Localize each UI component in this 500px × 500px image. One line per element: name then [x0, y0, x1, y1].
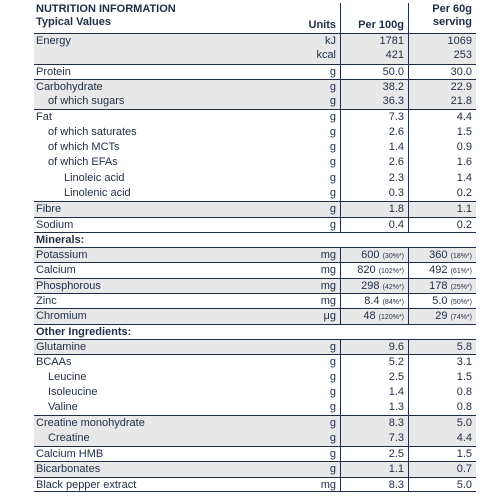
per100-value-percent: (42%*) — [382, 283, 404, 291]
per100-value: 38.2 — [382, 80, 404, 93]
unit-cell: g — [329, 125, 336, 138]
nutrient-label: Bicarbonates — [36, 463, 101, 476]
per100-value-cell — [340, 263, 408, 277]
per100-value: 2.6 — [388, 156, 404, 169]
serving-value-cell — [408, 416, 476, 430]
per100-value-cell — [340, 355, 408, 369]
header-per100-label: Per 100g — [358, 19, 404, 31]
serving-value-cell — [408, 462, 476, 476]
serving-value: 1.6 — [456, 156, 472, 169]
per100-value-cell — [340, 370, 408, 385]
table-row — [34, 339, 476, 354]
per100-value-cell — [340, 186, 408, 201]
serving-value-cell — [408, 125, 476, 140]
unit-cell: g — [329, 218, 336, 231]
nutrient-label: of which saturates — [48, 125, 137, 138]
per100-value: 8.4 — [364, 295, 380, 308]
per100-value: 36.3 — [382, 95, 404, 108]
per100-value-cell — [340, 140, 408, 155]
serving-value: 1.5 — [456, 370, 472, 383]
nutrient-label: BCAAs — [36, 356, 72, 369]
nutrient-label: Linolenic acid — [64, 186, 131, 199]
nutrient-label: Creatine monohydrate — [36, 417, 145, 430]
per100-value: 1.8 — [388, 203, 404, 216]
serving-value-percent: (74%*) — [450, 314, 472, 322]
table-row — [34, 217, 476, 232]
serving-value: 30.0 — [450, 65, 472, 78]
header-serving — [408, 3, 476, 33]
serving-value: 1.5 — [456, 448, 472, 461]
serving-value: 5.0 — [456, 478, 472, 491]
table-row — [34, 48, 476, 63]
table-row — [34, 431, 476, 446]
nutrient-label: Phosphorous — [36, 279, 101, 292]
table-row — [34, 461, 476, 476]
nutrient-label: Fat — [36, 111, 52, 124]
table-row — [34, 477, 476, 492]
per100-value: 50.0 — [382, 65, 404, 78]
unit-cell: g — [329, 141, 336, 154]
per100-value: 421 — [385, 49, 404, 62]
serving-value-cell — [408, 370, 476, 385]
nutrient-label: Glutamine — [36, 340, 87, 353]
header-units-label: Units — [308, 19, 336, 31]
serving-value: 1.4 — [456, 171, 472, 184]
serving-value: 1.1 — [456, 203, 472, 216]
unit-cell: g — [329, 80, 336, 93]
nutrient-label: of which MCTs — [48, 141, 120, 154]
table-row — [34, 79, 476, 94]
unit-cell: g — [329, 65, 336, 78]
serving-value: 0.2 — [456, 186, 472, 199]
per100-value-percent: (30%*) — [382, 253, 404, 261]
unit-cell: g — [329, 448, 336, 461]
header-serving-line1: Per 60g — [432, 3, 472, 15]
section-heading: Other Ingredients: — [34, 324, 476, 339]
serving-value-cell — [408, 279, 476, 293]
per100-value: 600 — [361, 249, 380, 262]
per100-value-cell — [340, 171, 408, 186]
per100-value-cell — [340, 279, 408, 293]
per100-value-cell — [340, 478, 408, 491]
serving-value-cell — [408, 385, 476, 400]
serving-value: 21.8 — [450, 95, 472, 108]
unit-cell: kcal — [316, 49, 336, 62]
table-header — [34, 3, 476, 33]
unit-cell: mg — [320, 264, 336, 277]
serving-value-cell — [408, 431, 476, 446]
table-subtitle: Typical Values — [36, 16, 112, 28]
serving-value: 0.8 — [456, 401, 472, 414]
nutrient-label: of which sugars — [48, 95, 125, 108]
per100-value-cell — [340, 340, 408, 354]
serving-value: 253 — [453, 49, 472, 62]
serving-value-cell — [408, 186, 476, 201]
unit-cell: g — [329, 111, 336, 124]
nutrient-label: Linoleic acid — [64, 171, 125, 184]
per100-value-cell — [340, 431, 408, 446]
per100-value-cell — [340, 218, 408, 232]
per100-value-cell — [340, 385, 408, 400]
table-row — [34, 400, 476, 415]
serving-value: 5.0 — [456, 417, 472, 430]
per100-value-cell — [340, 400, 408, 415]
serving-value-cell — [408, 309, 476, 323]
serving-value: 22.9 — [450, 80, 472, 93]
per100-value: 8.3 — [388, 417, 404, 430]
nutrient-label: Energy — [36, 35, 71, 47]
nutrient-label: Protein — [36, 65, 71, 78]
table-row — [34, 262, 476, 277]
header-serving-line2: serving — [432, 16, 472, 28]
unit-cell: g — [329, 401, 336, 414]
per100-value-cell — [340, 447, 408, 461]
serving-value: 4.4 — [456, 111, 472, 124]
nutrient-label: Black pepper extract — [36, 478, 137, 491]
unit-cell: g — [329, 431, 336, 444]
table-row — [34, 370, 476, 385]
unit-cell: g — [329, 203, 336, 216]
table-row — [34, 33, 476, 48]
header-units — [250, 3, 340, 33]
table-title: NUTRITION INFORMATION — [36, 3, 176, 15]
per100-value: 298 — [361, 279, 380, 292]
serving-value-percent: (25%*) — [450, 283, 472, 291]
nutrient-label: Chromium — [36, 310, 87, 323]
serving-value-cell — [408, 80, 476, 94]
table-row — [34, 201, 476, 216]
per100-value-cell — [340, 65, 408, 79]
table-row — [34, 155, 476, 170]
serving-value-cell — [408, 478, 476, 491]
per100-value-cell — [340, 125, 408, 140]
serving-value-cell — [408, 155, 476, 170]
per100-value-cell — [340, 462, 408, 476]
serving-value-cell — [408, 400, 476, 415]
header-title-cell — [34, 3, 250, 33]
serving-value: 3.1 — [456, 356, 472, 369]
nutrient-label: Calcium HMB — [36, 448, 104, 461]
per100-value-cell — [340, 416, 408, 430]
unit-cell: g — [329, 171, 336, 184]
table-row — [34, 308, 476, 323]
serving-value-cell — [408, 218, 476, 232]
per100-value-cell — [340, 248, 408, 262]
per100-value-percent: (84%*) — [382, 299, 404, 307]
serving-value: 360 — [429, 249, 448, 262]
unit-cell: g — [329, 356, 336, 369]
per100-value-cell — [340, 155, 408, 170]
unit-cell: g — [329, 370, 336, 383]
table-row — [34, 64, 476, 79]
serving-value: 0.2 — [456, 218, 472, 231]
unit-cell: g — [329, 463, 336, 476]
serving-value: 1.5 — [456, 125, 472, 138]
serving-value-percent: (50%*) — [450, 299, 472, 307]
per100-value-cell — [340, 309, 408, 323]
nutrient-label: Creatine — [48, 431, 90, 444]
serving-value: 0.7 — [456, 463, 472, 476]
per100-value: 2.3 — [388, 171, 404, 184]
serving-value: 5.8 — [456, 340, 472, 353]
unit-cell: mg — [320, 249, 336, 262]
table-row — [34, 247, 476, 262]
per100-value-cell — [340, 294, 408, 308]
per100-value: 0.3 — [388, 186, 404, 199]
serving-value-cell — [408, 48, 476, 63]
nutrient-label: Leucine — [48, 370, 87, 383]
serving-value: 5.0 — [432, 295, 448, 308]
unit-cell: mg — [320, 279, 336, 292]
per100-value-cell — [340, 94, 408, 109]
unit-cell: μg — [323, 310, 336, 323]
table-row — [34, 446, 476, 461]
per100-value: 0.4 — [388, 218, 404, 231]
serving-value-cell — [408, 34, 476, 48]
table-row — [34, 125, 476, 140]
nutrition-table — [34, 3, 476, 492]
unit-cell: g — [329, 156, 336, 169]
serving-value-cell — [408, 355, 476, 369]
table-row — [34, 385, 476, 400]
serving-value-cell — [408, 263, 476, 277]
serving-value-cell — [408, 140, 476, 155]
per100-value: 48 — [363, 310, 376, 323]
unit-cell: g — [329, 385, 336, 398]
nutrient-label — [34, 48, 250, 63]
serving-value-cell — [408, 65, 476, 79]
per100-value: 1.4 — [388, 385, 404, 398]
per100-value: 1.4 — [388, 141, 404, 154]
nutrient-label: Carbohydrate — [36, 80, 103, 93]
unit-cell: g — [329, 417, 336, 430]
serving-value: 0.8 — [456, 385, 472, 398]
serving-value: 178 — [429, 279, 448, 292]
header-per100 — [340, 3, 408, 33]
table-body — [34, 33, 476, 492]
table-row — [34, 278, 476, 293]
serving-value-cell — [408, 202, 476, 216]
nutrient-label: Calcium — [36, 264, 76, 277]
per100-value-cell — [340, 34, 408, 48]
per100-value: 7.3 — [388, 111, 404, 124]
serving-value: 492 — [429, 264, 448, 277]
table-row — [34, 109, 476, 124]
per100-value: 1781 — [379, 35, 404, 47]
unit-cell: mg — [320, 295, 336, 308]
table-row — [34, 354, 476, 369]
per100-value-percent: (102%*) — [378, 268, 404, 276]
per100-value: 2.5 — [388, 448, 404, 461]
unit-cell: g — [329, 340, 336, 353]
table-row — [34, 293, 476, 308]
per100-value: 1.1 — [388, 463, 404, 476]
nutrient-label: of which EFAs — [48, 156, 118, 169]
per100-value: 5.2 — [388, 356, 404, 369]
unit-cell: mg — [320, 478, 336, 491]
section-heading: Minerals: — [34, 232, 476, 247]
table-row — [34, 415, 476, 430]
serving-value-percent: (61%*) — [450, 268, 472, 276]
per100-value: 820 — [357, 264, 376, 277]
serving-value-cell — [408, 94, 476, 109]
per100-value-cell — [340, 48, 408, 63]
serving-value-cell — [408, 340, 476, 354]
serving-value-cell — [408, 248, 476, 262]
serving-value-percent: (18%*) — [450, 253, 472, 261]
per100-value-cell — [340, 110, 408, 124]
table-row — [34, 186, 476, 201]
table-row — [34, 140, 476, 155]
nutrient-label: Zinc — [36, 295, 57, 308]
nutrient-label: Isoleucine — [48, 385, 98, 398]
per100-value: 9.6 — [388, 340, 404, 353]
per100-value-percent: (120%*) — [378, 314, 404, 322]
serving-value-cell — [408, 294, 476, 308]
serving-value: 29 — [435, 310, 448, 323]
table-row — [34, 171, 476, 186]
serving-value-cell — [408, 447, 476, 461]
serving-value: 4.4 — [456, 431, 472, 444]
unit-cell: kJ — [325, 35, 336, 47]
serving-value: 0.9 — [456, 141, 472, 154]
serving-value-cell — [408, 171, 476, 186]
per100-value: 2.5 — [388, 370, 404, 383]
table-row — [34, 94, 476, 109]
per100-value: 7.3 — [388, 431, 404, 444]
per100-value: 8.3 — [388, 478, 404, 491]
per100-value: 2.6 — [388, 125, 404, 138]
nutrient-label: Valine — [48, 401, 78, 414]
serving-value-cell — [408, 110, 476, 124]
per100-value: 1.3 — [388, 401, 404, 414]
serving-value: 1069 — [447, 35, 472, 47]
nutrient-label: Sodium — [36, 218, 74, 231]
unit-cell: g — [329, 186, 336, 199]
nutrient-label: Potassium — [36, 249, 88, 262]
per100-value-cell — [340, 80, 408, 94]
unit-cell: g — [329, 95, 336, 108]
nutrient-label: Fibre — [36, 203, 62, 216]
per100-value-cell — [340, 202, 408, 216]
